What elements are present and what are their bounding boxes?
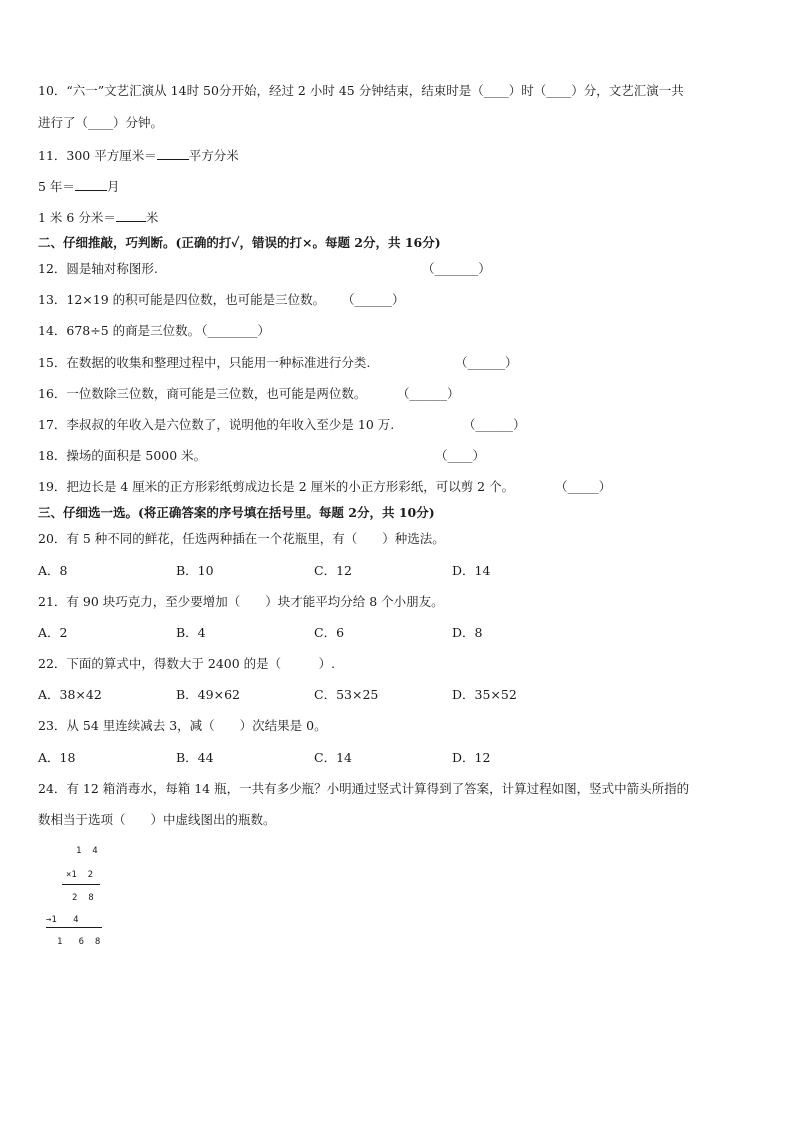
- q21-stem: 21．有 90 块巧克力，至少要增加（ ）块才能平均分给 8 个小朋友。: [38, 594, 444, 609]
- q21-option-c[interactable]: C．6: [314, 625, 345, 640]
- q17-text: 17．李叔叔的年收入是六位数了，说明他的年收入至少是 10 万.: [38, 417, 395, 432]
- q11-c-text: 1 米 6 分米＝: [38, 210, 116, 225]
- q10-line1: 10．“六一”文艺汇演从 14时 50分开始，经过 2 小时 45 分钟结束，结束时是（____）时（____）分，文艺汇演一共: [38, 83, 684, 98]
- q15-text: 15．在数据的收集和整理过程中，只能用一种标准进行分类.: [38, 355, 371, 370]
- q22-option-a[interactable]: A．38×42: [38, 687, 102, 702]
- q13-answer-paren[interactable]: （______）: [342, 292, 405, 307]
- q23-option-c[interactable]: C．14: [314, 750, 352, 765]
- calc-row-partial2-arrow: →1 4: [46, 915, 79, 925]
- q22-option-b[interactable]: B．49×62: [176, 687, 240, 702]
- q14-text: 14．678÷5 的商是三位数。: [38, 323, 201, 338]
- calc-row-product: 1 6 8: [57, 937, 101, 947]
- q11-a-blank[interactable]: [157, 147, 189, 160]
- q20-option-a[interactable]: A．8: [38, 563, 68, 578]
- calc-rule-2: [46, 927, 102, 928]
- q11-c: [38, 209, 158, 226]
- q22-stem: 22．下面的算式中，得数大于 2400 的是（ ）.: [38, 656, 336, 671]
- q18-text: 18．操场的面积是 5000 米。: [38, 448, 207, 463]
- q23-option-b[interactable]: B．44: [176, 750, 214, 765]
- q20-option-b[interactable]: B．10: [176, 563, 214, 578]
- q16-answer-paren[interactable]: （______）: [397, 386, 460, 401]
- q19-answer-paren[interactable]: （_____）: [555, 479, 612, 494]
- q21-option-a[interactable]: A．2: [38, 625, 68, 640]
- q24-line1: 24．有 12 箱消毒水，每箱 14 瓶，一共有多少瓶？小明通过竖式计算得到了答案，计算过程如图，竖式中箭头所指的: [38, 781, 690, 796]
- q23-option-a[interactable]: A．18: [38, 750, 76, 765]
- q20-option-d[interactable]: D．14: [452, 563, 491, 578]
- q11-a: [38, 147, 239, 164]
- q18-answer-paren[interactable]: （____）: [435, 448, 486, 463]
- section3-heading: 三、仔细选一选。(将正确答案的序号填在括号里。每题 2分，共 10分): [38, 505, 435, 520]
- section2-heading: 二、仔细推敲，巧判断。(正确的打✓，错误的打×。每题 2分，共 16分): [38, 235, 441, 250]
- q23-option-d[interactable]: D．12: [452, 750, 491, 765]
- calc-row-partial1: 2 8: [72, 893, 94, 903]
- q20-stem: 20．有 5 种不同的鲜花，任选两种插在一个花瓶里，有（ ）种选法。: [38, 531, 445, 546]
- q13-text: 13．12×19 的积可能是四位数，也可能是三位数。: [38, 292, 326, 307]
- q22-option-d[interactable]: D．35×52: [452, 687, 517, 702]
- calc-row-multiplier: ×1 2: [66, 870, 94, 880]
- q16-text: 16．一位数除三位数，商可能是三位数，也可能是两位数。: [38, 386, 367, 401]
- q11-b-text: 5 年＝: [38, 179, 75, 194]
- q11-a-unit: 平方分米: [188, 148, 239, 163]
- q11-a-text: 11．300 平方厘米＝: [38, 148, 157, 163]
- q11-b: [38, 178, 119, 195]
- q20-option-c[interactable]: C．12: [314, 563, 352, 578]
- q10-line2: 进行了（____）分钟。: [38, 115, 164, 130]
- q11-b-blank[interactable]: [75, 178, 107, 191]
- q12-answer-paren[interactable]: （_______）: [422, 261, 491, 276]
- q21-option-b[interactable]: B．4: [176, 625, 206, 640]
- q22-option-c[interactable]: C．53×25: [314, 687, 379, 702]
- q24-line2: 数相当于选项（ ）中虚线图出的瓶数。: [38, 812, 276, 827]
- q15-answer-paren[interactable]: （______）: [455, 355, 518, 370]
- q12-text: 12．圆是轴对称图形.: [38, 261, 158, 276]
- q17-answer-paren[interactable]: （______）: [463, 417, 526, 432]
- q11-c-blank[interactable]: [116, 209, 146, 222]
- calc-row-multiplicand: 1 4: [76, 846, 98, 856]
- q11-c-unit: 米: [145, 210, 159, 225]
- q11-b-unit: 月: [106, 179, 120, 194]
- q23-stem: 23．从 54 里连续减去 3，减（ ）次结果是 0。: [38, 718, 327, 733]
- calc-rule-1: [62, 884, 100, 885]
- q21-option-d[interactable]: D．8: [452, 625, 483, 640]
- q14-answer-paren[interactable]: （________）: [195, 323, 271, 338]
- q19-text: 19．把边长是 4 厘米的正方形彩纸剪成边长是 2 厘米的小正方形彩纸，可以剪 2 个。: [38, 479, 515, 494]
